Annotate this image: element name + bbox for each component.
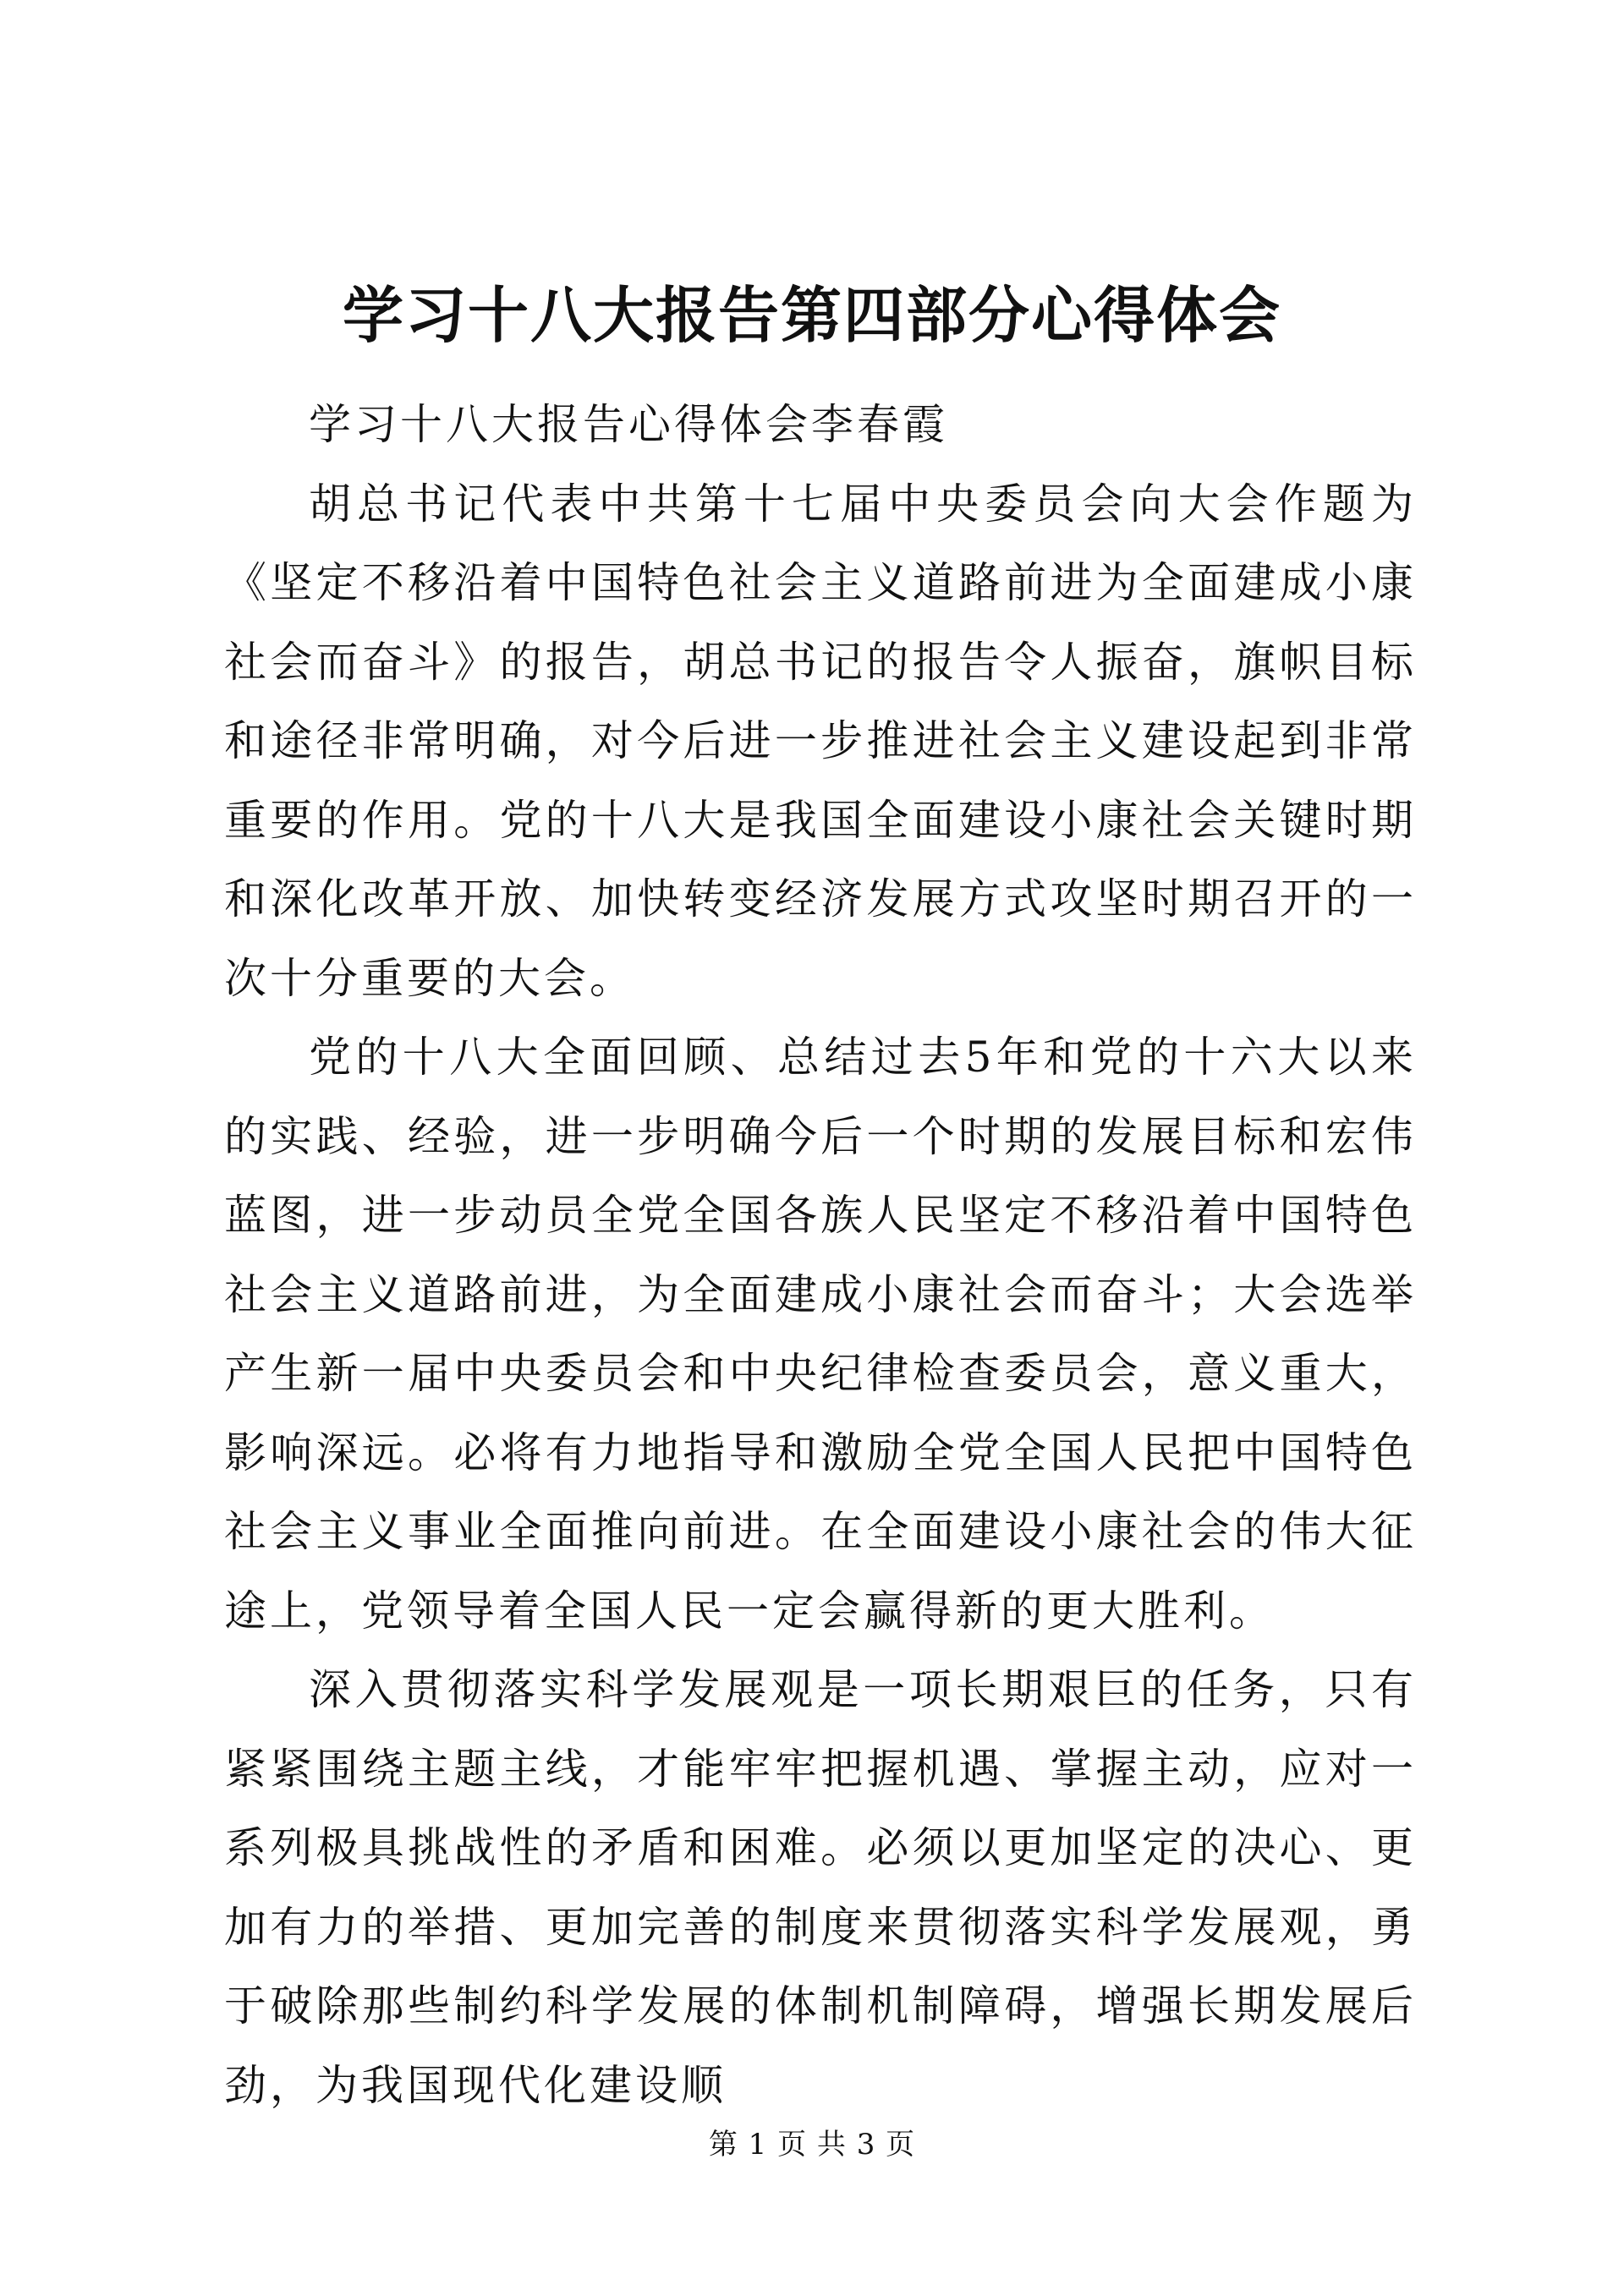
paragraph-2: 党的十八大全面回顾、总结过去5年和党的十六大以来的实践、经验，进一步明确今后一个时期的发展目标和宏伟蓝图，进一步动员全党全国各族人民坚定不移沿着中国特色社会主义道路前进，为全面建成小康社会而奋斗；大会选举产生新一届中央委员会和中央纪律检查委员会，意义重大，影响深远。必将有力地指导和激励全党全国人民把中国特色社会主义事业全面推向前进。在全面建设小康社会的伟大征途上，党领导着全国人民一定会赢得新的更大胜利。 xyxy=(224,1033,1417,1636)
document-title: 学习十八大报告第四部分心得体会 xyxy=(342,279,1281,351)
paragraph-1: 胡总书记代表中共第十七届中央委员会向大会作题为《坚定不移沿着中国特色社会主义道路前进为全面建成小康社会而奋斗》的报告，胡总书记的报告令人振奋，旗帜目标和途径非常明确，对今后进一步推进社会主义建设起到非常重要的作用。党的十八大是我国全面建设小康社会关键时期和深化改革开放、加快转变经济发展方式攻坚时期召开的一次十分重要的大会。 xyxy=(224,479,1417,1003)
page-number-footer: 第 1 页 共 3 页 xyxy=(708,2128,916,2162)
paragraph-3: 深入贯彻落实科学发展观是一项长期艰巨的任务，只有紧紧围绕主题主线，才能牢牢把握机遇、掌握主动，应对一系列极具挑战性的矛盾和困难。必须以更加坚定的决心、更加有力的举措、更加完善的制度来贯彻落实科学发展观，勇于破除那些制约科学发展的体制机制障碍，增强长期发展后劲，为我国现代化建设顺 xyxy=(224,1665,1417,2110)
document-subtitle: 学习十八大报告心得体会李春霞 xyxy=(309,400,948,449)
document-body xyxy=(224,386,1417,2125)
